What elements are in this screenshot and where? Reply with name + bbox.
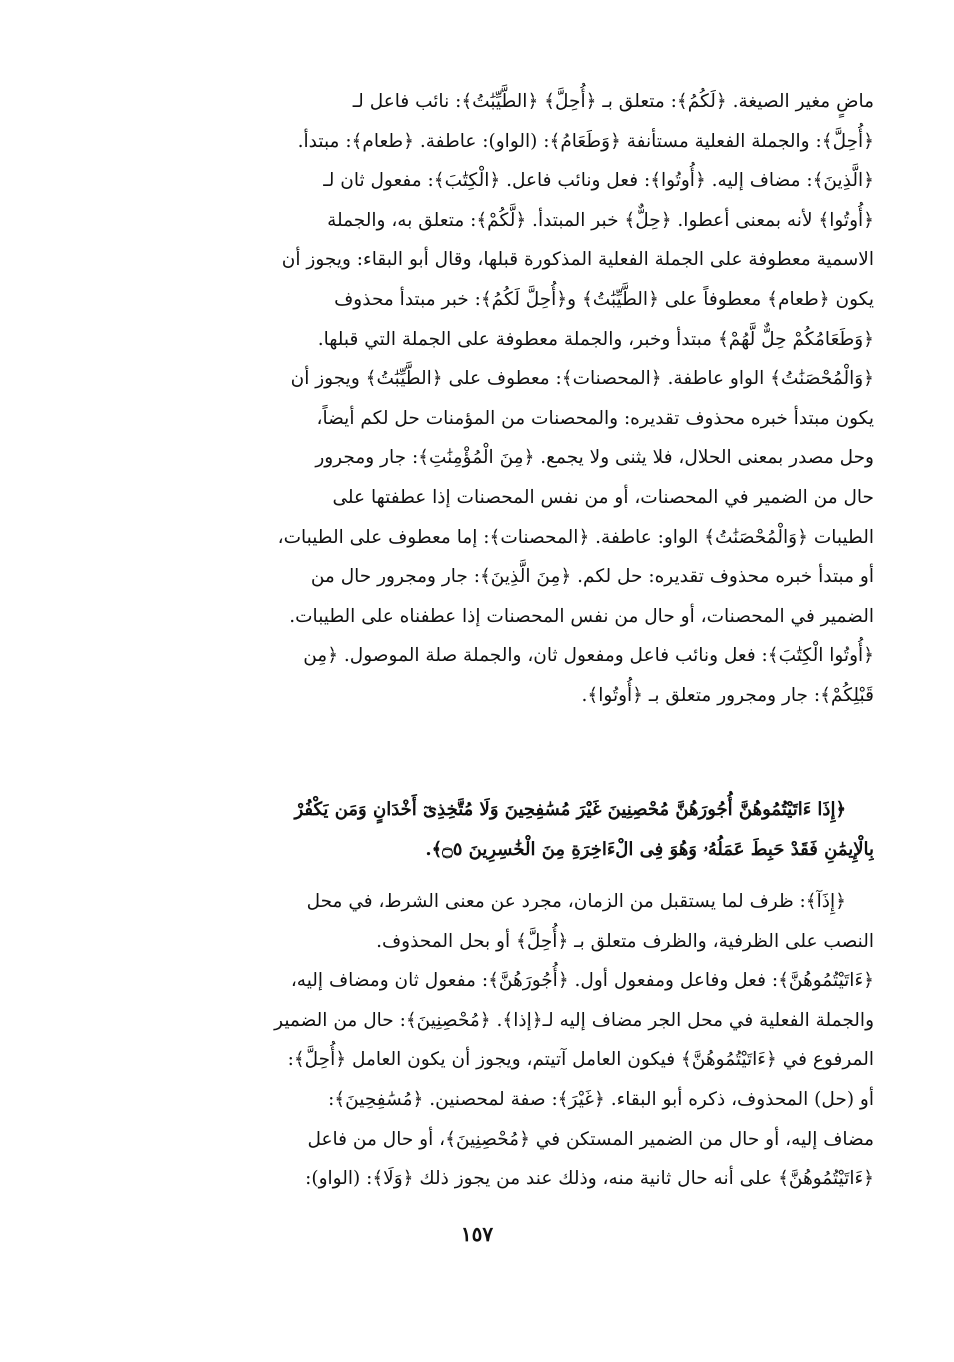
- paragraph-tafsir-2: [102, 882, 874, 1199]
- text-line: المرفوع في ﴿ءَاتَيْتُمُوهُنَّ﴾ فيكون العامل آتيتم، ويجوز أن يكون العامل ﴿أُحِلَّ﴾:: [287, 1049, 874, 1071]
- text-line: ﴿أُحِلَّ﴾: والجملة الفعلية مستأنفة ﴿وَطَعَامُ﴾: (الواو): عاطفة. ﴿طعام﴾: مبتدأ.: [297, 130, 874, 152]
- quran-verse: [102, 790, 874, 869]
- text-line: ﴿وَالْمُحْصَنَٰتُ﴾ الواو عاطفة. ﴿المحصنات﴾: معطوف على ﴿الطَّيِّبَٰتُ﴾ ويجوز أن: [290, 368, 874, 390]
- text-line: ﴿أُوتُوا﴾ لأنه بمعنى أعطوا. ﴿حِلٌّ﴾ خبر المبتدأ. ﴿لَّكُمْ﴾: متعلق به، والجملة: [327, 209, 874, 231]
- text-line: ﴿أُوتُوا الْكِتَٰبَ﴾: فعل ونائب فاعل ومفعول ثان، والجملة صلة الموصول. ﴿مِن: [303, 645, 874, 667]
- verse-line: بِالْإِيمَٰنِ فَقَدْ حَبِطَ عَمَلُهُۥ وَهُوَ فِى الْءَاخِرَةِ مِنَ الْخَٰسِرِينَ ۝٥﴾.: [425, 838, 874, 860]
- text-line: ﴿الَّذِينَ﴾: مضاف إليه. ﴿أُوتُوا﴾: فعل ونائب فاعل. ﴿الْكِتَٰبَ﴾: مفعول ثان لـ: [323, 170, 874, 192]
- text-line: يكون ﴿طعام﴾ معطوفاً على ﴿الطَّيِّبَٰتُ﴾ و﴿أُحِلَّ لَكُمُ﴾: خبر مبتدأ محذوف: [334, 288, 874, 310]
- text-line: الاسمية معطوفة على الجملة الفعلية المذكورة قبلها، وقال أبو البقاء: ويجوز أن: [281, 249, 874, 271]
- page-number: ١٥٧: [460, 1222, 494, 1246]
- text-line: ﴿إِذَآ﴾: ظرف لما يستقبل من الزمان، مجرد عن معنى الشرط، في محل: [306, 891, 846, 912]
- text-line: مضاف إليه، أو حال من الضمير المستكن في ﴿مُحْصِنِينَ﴾، أو حال من فاعل: [307, 1128, 874, 1150]
- text-line: ﴿ءَاتَيْتُمُوهُنَّ﴾: فعل وفاعل ومفعول أول. ﴿أُجُورَهُنَّ﴾: مفعول ثان ومضاف إليه،: [290, 970, 874, 992]
- text-line: الضمير في المحصنات، أو حال من نفس المحصنات إذا عطفناه على الطيبات.: [289, 605, 874, 627]
- text-line: يكون مبتدأ خبره محذوف تقديره: والمحصنات من المؤمنات حل لكم أيضاً،: [316, 407, 874, 429]
- text-line: والجملة الفعلية في محل الجر مضاف إليه لـ﴿إذا﴾. ﴿مُحْصِنِينَ﴾: حال من الضمير: [274, 1009, 874, 1031]
- text-line: ﴿وَطَعَامُكُمْ حِلٌّ لَّهُمْ﴾ مبتدأ وخبر، والجملة معطوفة على الجملة التي قبلها.: [317, 328, 874, 350]
- text-line: ماضٍ مغير الصيغة. ﴿لَكُمُ﴾: متعلق بـ ﴿أُحِلَّ﴾ ﴿الطَّيِّبَٰتُ﴾: نائب فاعل لـ: [352, 91, 874, 112]
- text-line: النصب على الظرفية، والظرف متعلق بـ ﴿أُحِلَّ﴾ أو بحل المحذوف.: [376, 930, 874, 952]
- text-line: وحل مصدر بمعنى الحلال، فلا يثنى ولا يجمع. ﴿مِنَ الْمُؤْمِنَٰتِ﴾: جار ومجرور: [315, 447, 874, 469]
- text-line: الطيبات ﴿وَالْمُحْصَنَٰتُ﴾ الواو: عاطفة. ﴿المحصنات﴾: إما معطوف على الطيبات،: [277, 526, 874, 548]
- text-line: أو مبتدأ خبره محذوف تقديره: حل لكم. ﴿مِنَ الَّذِينَ﴾: جار ومجرور حال من: [310, 566, 874, 588]
- paragraph-tafsir-1: [102, 82, 874, 716]
- text-line: ﴿ءَاتَيْتُمُوهُنَّ﴾ على أنه حال ثانية منه، وذلك عند من يجوز ذلك ﴿وَلَا﴾: (الواو):: [305, 1168, 874, 1190]
- text-line: أو (حل) المحذوف، ذكره أبو البقاء. ﴿غَيْرَ﴾: صفة لمحصنين. ﴿مُسَٰفِحِينَ﴾:: [328, 1088, 874, 1110]
- verse-line: ﴿إِذَا ءَاتَيْتُمُوهُنَّ أُجُورَهُنَّ مُحْصِنِينَ غَيْرَ مُسَٰفِحِينَ وَلَا مُتَّخِذِىٓ أَخْدَانٍ وَمَن يَكْفُرْ: [294, 799, 846, 820]
- text-line: قَبْلِكُمْ﴾: جار ومجرور متعلق بـ ﴿أُوتُوا﴾.: [581, 684, 874, 706]
- text-line: حال من الضمير في المحصنات، أو من نفس المحصنات إذا عطفتها على: [332, 486, 874, 508]
